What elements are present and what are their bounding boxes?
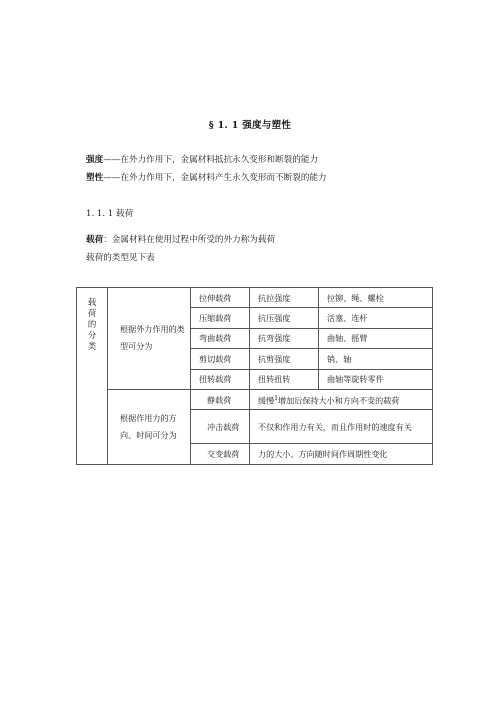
strength-term: 强度: [86, 155, 104, 165]
basis-cell: 根据作用力的方向、时间可分为: [108, 389, 191, 464]
footnote-mark: 1: [274, 394, 279, 402]
load-type-cell: 冲击载荷: [191, 410, 250, 444]
load-type-cell: 拉伸载荷: [191, 288, 250, 308]
plasticity-term: 塑性: [86, 173, 104, 183]
strength-cell: 抗拉强度: [250, 288, 319, 308]
load-type-cell: 静载荷: [191, 389, 250, 409]
plasticity-dash: ——: [103, 173, 121, 183]
strength-dash: ——: [103, 155, 121, 165]
load-type-cell: 扭转载荷: [191, 369, 250, 389]
load-term: 载荷: [86, 235, 104, 245]
example-cell: 活塞、连杆: [319, 308, 433, 328]
table-row: [77, 288, 433, 308]
description-text: 缓慢: [258, 395, 275, 406]
plasticity-text: 在外力作用下，金属材料产生永久变形而不断裂的能力: [120, 173, 327, 183]
table-intro: 载荷的类型见下表: [86, 253, 155, 263]
category-label: 载荷的分类: [87, 297, 97, 351]
strength-text: 在外力作用下，金属材料抵抗永久变形和断裂的能力: [120, 155, 319, 165]
description-cell: [250, 389, 433, 409]
example-cell: 拉铆、绳、螺栓: [319, 288, 433, 308]
strength-cell: 抗压强度: [250, 308, 319, 328]
description-cell: 力的大小、方向随时间作周期性变化: [250, 444, 433, 464]
table-row: [77, 389, 433, 409]
load-types-table: [76, 287, 433, 465]
load-text: ：金属材料在使用过程中所受的外力称为载荷: [103, 235, 276, 245]
example-cell: 曲轴、摇臂: [319, 328, 433, 348]
plasticity-definition: [86, 171, 327, 183]
strength-definition: [86, 153, 318, 165]
description-cell: 不仅和作用力有关，而且作用时的速度有关: [250, 410, 433, 444]
example-cell: 曲轴等旋转零件: [319, 369, 433, 389]
load-type-cell: 交变载荷: [191, 444, 250, 464]
category-cell: [77, 288, 108, 465]
load-type-cell: 弯曲载荷: [191, 328, 250, 348]
load-definition: [86, 233, 275, 245]
description-text: 增加后保持大小和方向不变的载荷: [278, 395, 400, 406]
strength-cell: 抗弯强度: [250, 328, 319, 348]
strength-cell: 扭转扭转: [250, 369, 319, 389]
strength-cell: 抗剪强度: [250, 349, 319, 369]
basis-cell: 根据外力作用的类型可分为: [108, 288, 191, 390]
subsection-title: 1. 1. 1 载荷: [86, 209, 134, 219]
load-type-cell: 压缩载荷: [191, 308, 250, 328]
example-cell: 销、轴: [319, 349, 433, 369]
load-type-cell: 剪切载荷: [191, 349, 250, 369]
section-title: § 1. 1 强度与塑性: [208, 120, 292, 131]
